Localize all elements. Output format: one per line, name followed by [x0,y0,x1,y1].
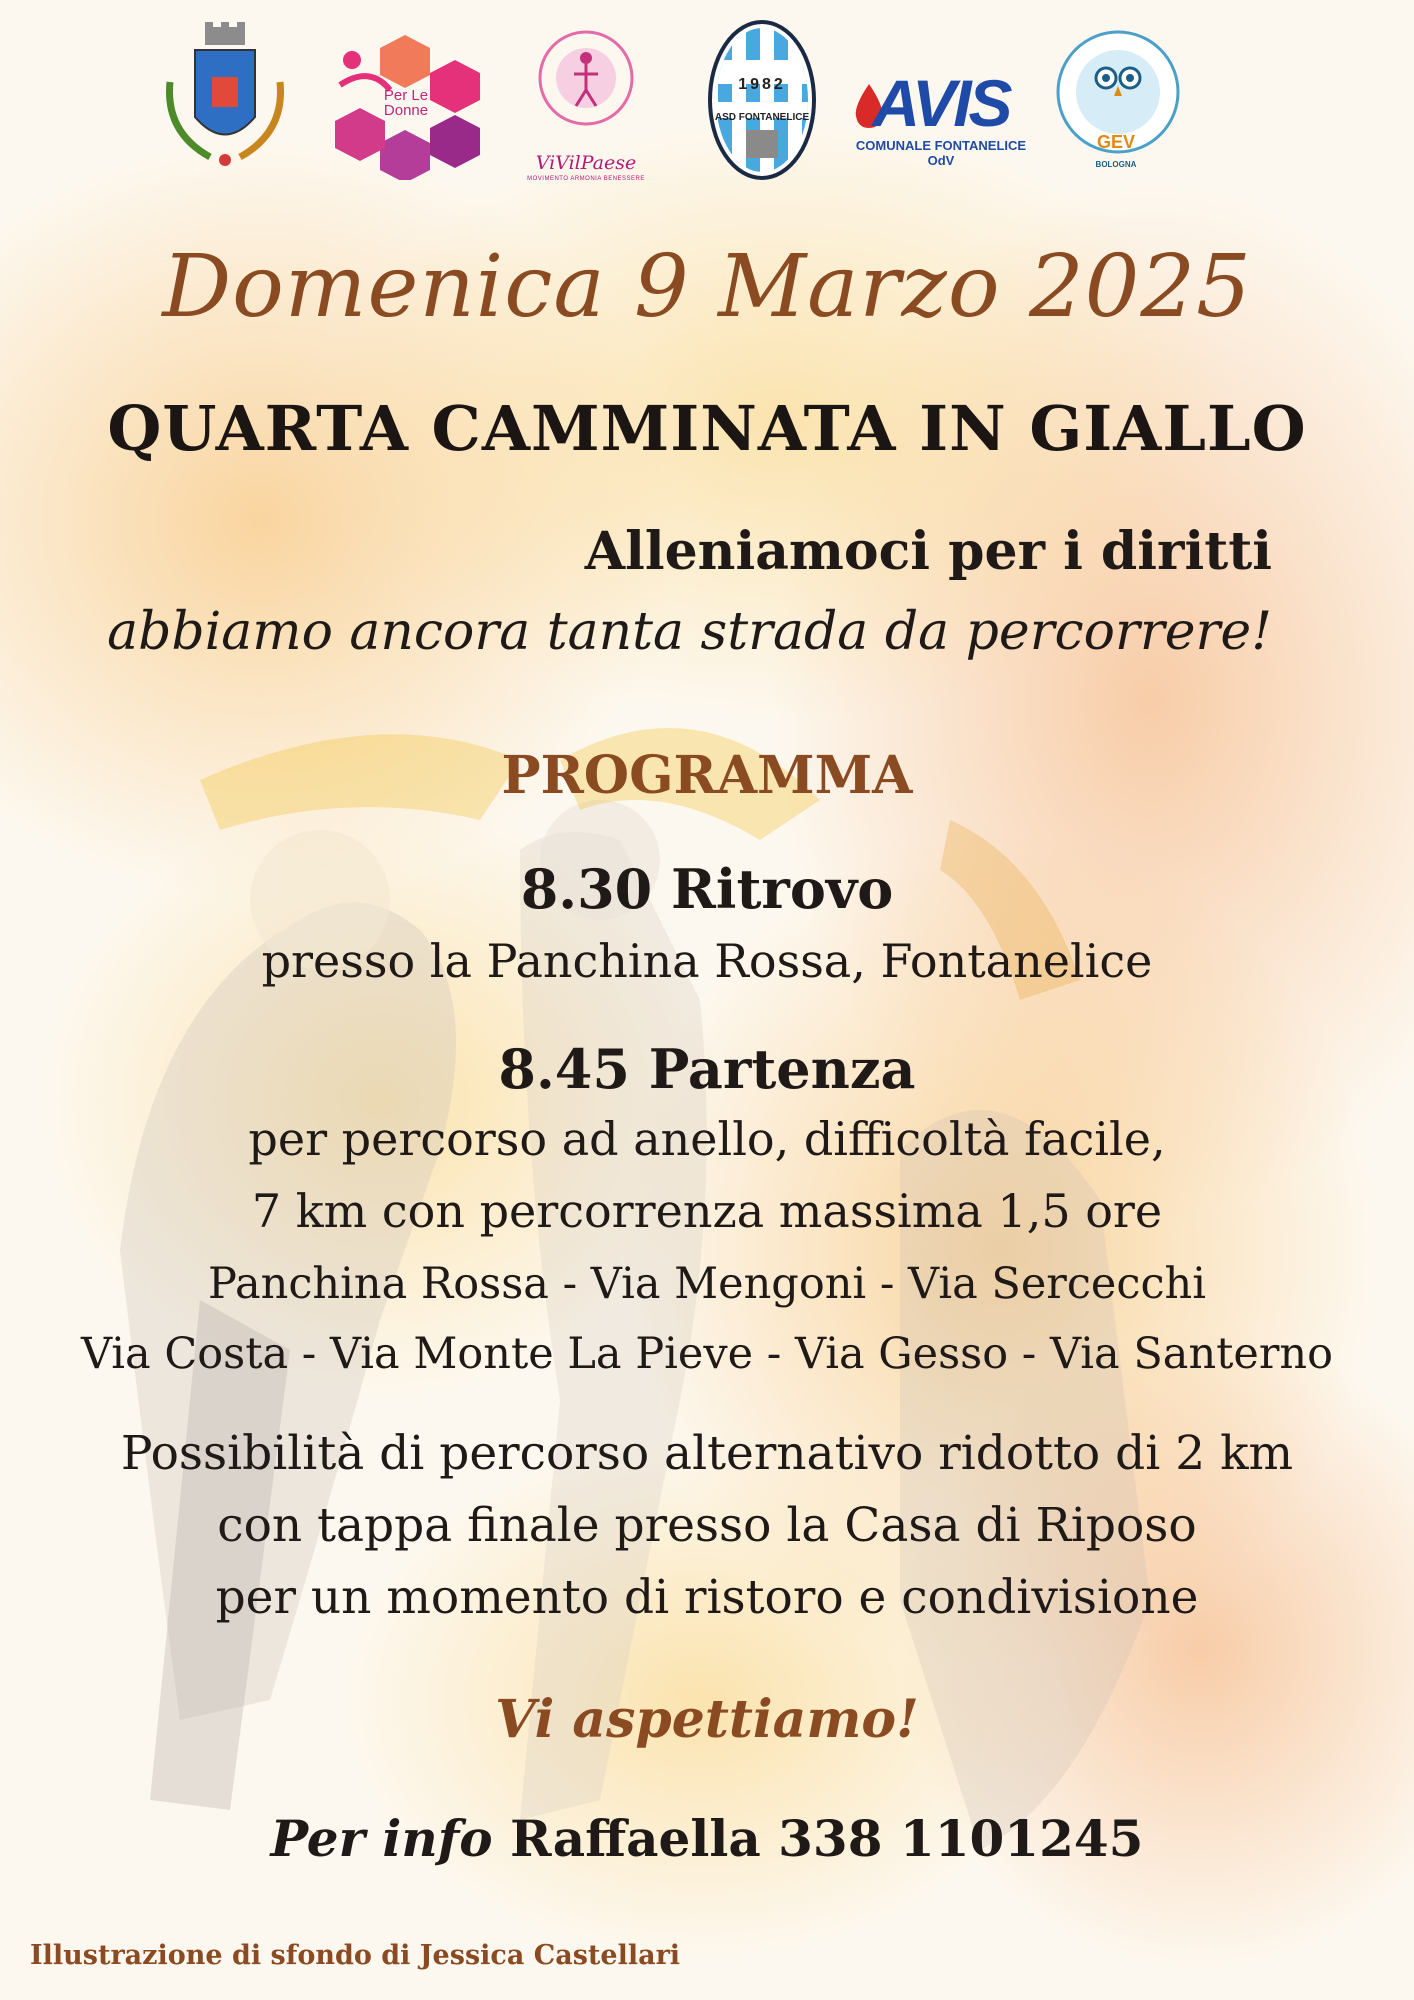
route-line: per percorso ad anello, difficoltà facile, [248,1112,1166,1166]
asd-fontanelice-logo [708,20,816,180]
avis-logo-text: AVIS [872,66,1010,140]
asd-name: ASD FONTANELICE [714,112,810,123]
route-line: Via Costa - Via Monte La Pieve - Via Gesso - Via Santerno [81,1329,1333,1379]
route-line: 7 km con percorrenza massima 1,5 ore [251,1184,1163,1238]
alternative-line: Possibilità di percorso alternativo ridotto di 2 km [120,1426,1294,1481]
sponsor-logos [0,20,1414,180]
event-date: Domenica 9 Marzo 2025 [162,237,1252,337]
comune-crest-logo [150,22,300,182]
vivilpaese-logo [536,28,636,138]
route-line: Panchina Rossa - Via Mengoni - Via Sercecchi [208,1259,1206,1309]
contact-label: Per info [270,1809,493,1868]
event-title: QUARTA CAMMINATA IN GIALLO [107,392,1307,465]
contact-info [0,1808,1414,1870]
avis-subtitle: COMUNALE FONTANELICE OdV [855,138,1027,168]
meeting-place: presso la Panchina Rossa, Fontanelice [261,934,1153,988]
perle-donne-label: Per Le Donne [383,87,429,119]
contact-phone: Raffaella 338 1101245 [510,1809,1144,1868]
event-tagline: abbiamo ancora tanta strada da percorrere! [107,602,1272,662]
gev-bologna-label: BOLOGNA [1095,160,1137,169]
gev-label: GEV [1096,132,1135,152]
event-subtitle: Alleniamoci per i diritti [584,521,1272,582]
illustration-credit: Illustrazione di sfondo di Jessica Castellari [30,1940,681,1971]
alternative-line: per un momento di ristoro e condivisione [215,1570,1199,1625]
vivilpaese-label: ViVilPaese [535,152,637,174]
start-time: 8.45 Partenza [498,1037,916,1101]
program-heading: PROGRAMMA [501,745,913,806]
welcome-message: Vi aspettiamo! [495,1689,919,1750]
alternative-line: con tappa finale presso la Casa di Riposo [217,1498,1197,1553]
meeting-time: 8.30 Ritrovo [520,857,894,921]
asd-year: 1982 [738,76,786,93]
vivilpaese-tagline: MOVIMENTO ARMONIA BENESSERE [527,176,645,182]
